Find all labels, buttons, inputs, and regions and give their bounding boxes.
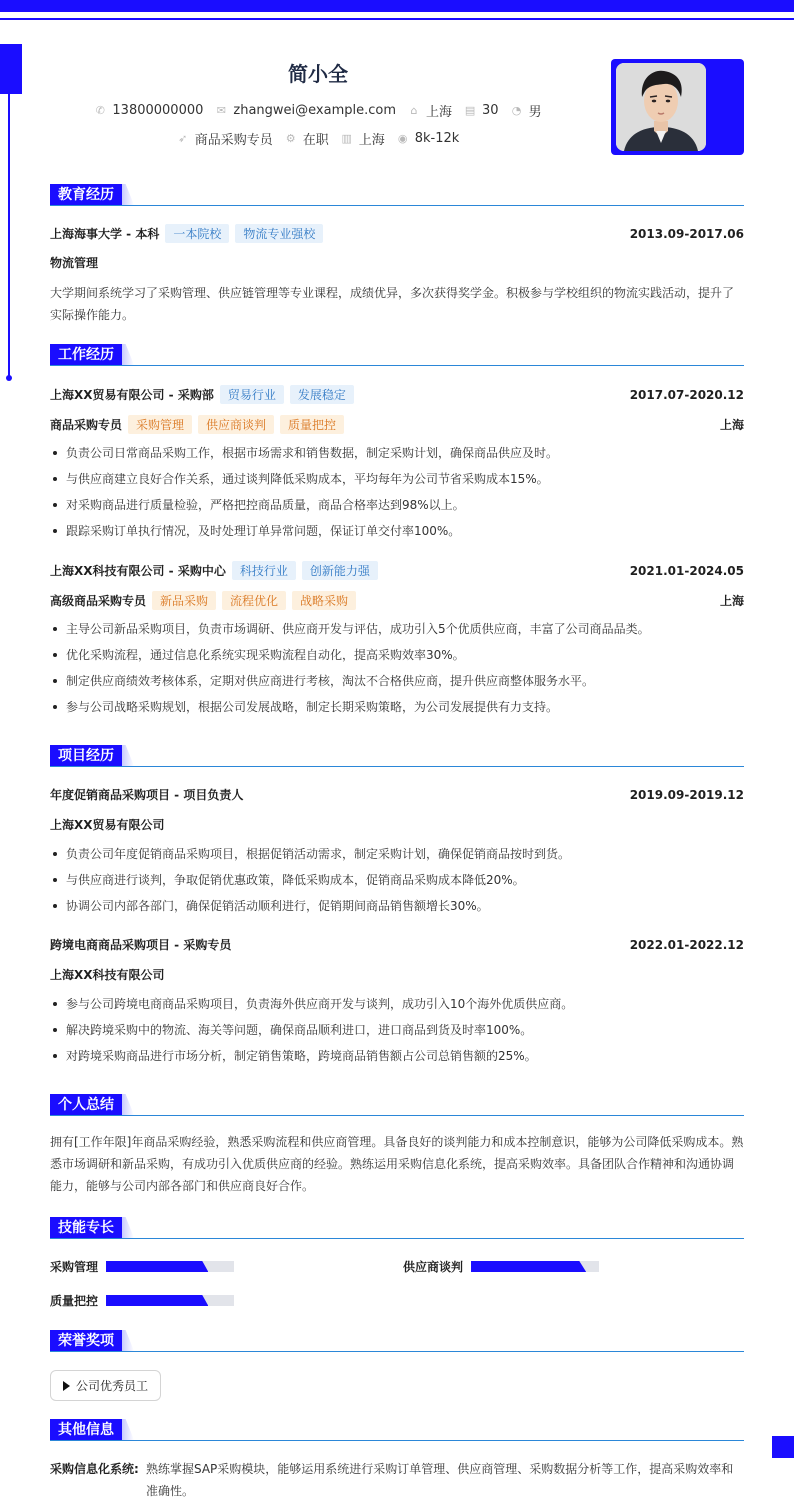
skill-bar-fill [471, 1261, 586, 1272]
job-intent-row [0, 129, 636, 148]
skills-section-header [50, 1217, 744, 1239]
project-date: 2019.09-2019.12 [629, 787, 744, 802]
status-value: 在职 [302, 133, 329, 148]
location-value: 上海 [426, 105, 453, 120]
mail-icon: ✉ [216, 104, 226, 117]
education-major-row [50, 254, 744, 271]
list-item: 负责公司日常商品采购工作，根据市场需求和销售数据，制定采购计划，确保商品供应及时。 [50, 440, 744, 466]
skill-item [403, 1258, 599, 1275]
skill-item [50, 1258, 234, 1275]
work-bullets [50, 616, 744, 720]
projects-section-header [50, 745, 744, 767]
work-city: 上海 [719, 594, 744, 608]
awards-section-header [50, 1330, 744, 1352]
age-value: 30 [482, 103, 499, 118]
list-item: 负责公司年度促销商品采购项目，根据促销活动需求，制定采购计划，确保促销商品按时到货。 [50, 841, 744, 867]
skill-item [50, 1292, 234, 1309]
candidate-name: 简小全 [288, 62, 348, 86]
section-divider [50, 1440, 744, 1441]
list-item: 优化采购流程，通过信息化系统实现采购流程自动化，提高采购效率30%。 [50, 642, 744, 668]
award-name: 公司优秀员工 [76, 1379, 149, 1393]
project-title: 年度促销商品采购项目 - 项目负责人 [50, 788, 244, 802]
work-entry-header [50, 561, 744, 580]
section-title-decoration [122, 1330, 134, 1351]
skill-bar [106, 1261, 234, 1272]
gender-value: 男 [528, 105, 542, 120]
photo-frame [611, 59, 744, 155]
list-item: 主导公司新品采购项目，负责市场调研、供应商开发与评估，成功引入5个优质供应商，丰富了公司商品品类。 [50, 616, 744, 642]
project-entry-header [50, 936, 744, 953]
skill-tag: 供应商谈判 [198, 415, 274, 434]
top-accent-bar [0, 0, 794, 12]
company-name: 上海XX科技有限公司 - 采购中心 [50, 564, 226, 578]
section-title-decoration [122, 1094, 134, 1115]
work-position-row [50, 415, 744, 434]
company-tag: 贸易行业 [220, 385, 284, 404]
company-tag: 创新能力强 [302, 561, 378, 580]
list-item: 解决跨境采购中的物流、海关等问题，确保商品顺利进口，进口商品到货及时率100%。 [50, 1017, 744, 1043]
top-accent-line [0, 18, 794, 20]
email-value: zhangwei@example.com [233, 103, 397, 118]
calendar-icon: ▤ [464, 104, 476, 117]
section-divider [50, 766, 744, 767]
education-section-title: 教育经历 [50, 184, 122, 206]
list-item: 制定供应商绩效考核体系，定期对供应商进行考核，淘汰不合格供应商，提升供应商整体服务水平。 [50, 668, 744, 694]
section-divider [50, 1351, 744, 1352]
skill-tag: 战略采购 [292, 591, 356, 610]
building-icon: ▥ [341, 132, 352, 145]
work-city: 上海 [719, 418, 744, 432]
skill-bar-fill [106, 1295, 208, 1306]
salary-value: 8k-12k [414, 131, 460, 146]
skills-section-title: 技能专长 [50, 1217, 122, 1239]
left-accent-dot [6, 375, 12, 381]
award-item[interactable] [50, 1370, 161, 1401]
section-title-decoration [122, 745, 134, 766]
section-title-decoration [122, 1419, 134, 1440]
other-info-label: 采购信息化系统: [50, 1462, 139, 1476]
skill-bar [471, 1261, 599, 1272]
home-icon: ⌂ [410, 104, 418, 117]
other-info-text: 熟练掌握SAP采购模块，能够运用系统进行采购订单管理、供应商管理、采购数据分析等工作，提高采购效率和准确性。 [146, 1462, 734, 1498]
awards-section-title: 荣誉奖项 [50, 1330, 122, 1352]
other-info-row [50, 1458, 744, 1502]
summary-section-header [50, 1094, 744, 1116]
target-city-info [341, 129, 385, 148]
work-entry-header [50, 385, 744, 404]
work-date: 2017.07-2020.12 [629, 387, 744, 402]
education-tag: 物流专业强校 [235, 224, 323, 243]
education-entry-header [50, 224, 744, 243]
phone-value: 13800000000 [112, 103, 204, 118]
education-tag: 一本院校 [165, 224, 229, 243]
gender-icon: ◔ [511, 104, 522, 117]
skill-tag: 质量把控 [280, 415, 344, 434]
skill-bar [106, 1295, 234, 1306]
work-section-header [50, 344, 744, 366]
education-description: 大学期间系统学习了采购管理、供应链管理等专业课程，成绩优异，多次获得奖学金。积极参与学校组织的物流实践活动，提升了实际操作能力。 [50, 286, 735, 322]
list-item: 对采购商品进行质量检验，严格把控商品质量，商品合格率达到98%以上。 [50, 492, 744, 518]
position-name: 高级商品采购专员 [50, 594, 147, 608]
gender-info [511, 101, 542, 120]
location-info [408, 101, 452, 120]
target-job-value: 商品采购专员 [194, 133, 273, 148]
major-name: 物流管理 [50, 256, 99, 270]
other-section-header [50, 1419, 744, 1441]
work-bullets [50, 440, 744, 544]
project-company: 上海XX科技有限公司 [50, 968, 165, 982]
project-company-row [50, 816, 744, 833]
list-item: 与供应商进行谈判，争取促销优惠政策，降低采购成本，促销商品采购成本降低20%。 [50, 867, 744, 893]
summary-section-title: 个人总结 [50, 1094, 122, 1116]
section-title-decoration [122, 1217, 134, 1238]
phone-icon: ✆ [95, 104, 106, 117]
send-icon: ➶ [178, 132, 188, 145]
section-divider [50, 205, 744, 206]
avatar [616, 63, 706, 151]
target-city-value: 上海 [358, 133, 385, 148]
salary-info [397, 131, 460, 146]
summary-text: 拥有[工作年限]年商品采购经验，熟悉采购流程和供应商管理。具备良好的谈判能力和成本控制意识，能够为公司降低采购成本。熟悉市场调研和新品采购，有成功引入优质供应商的经验。熟练运用采购信息化系统，提高采购效率。具备团队合作精神和沟通协调能力，能够与公司内部各部门和供应商良好合作。 [50, 1135, 744, 1193]
project-bullets [50, 991, 744, 1069]
section-divider [50, 365, 744, 366]
skill-name: 采购管理 [50, 1260, 99, 1274]
age-info [464, 103, 499, 118]
skill-tag: 采购管理 [128, 415, 192, 434]
company-name: 上海XX贸易有限公司 - 采购部 [50, 388, 214, 402]
list-item: 与供应商建立良好合作关系，通过谈判降低采购成本，平均每年为公司节省采购成本15%。 [50, 466, 744, 492]
coin-icon: ◉ [397, 132, 408, 145]
bottom-right-accent [772, 1436, 794, 1458]
list-item: 对跨境采购商品进行市场分析，制定销售策略，跨境商品销售额占公司总销售额的25%。 [50, 1043, 744, 1069]
section-divider [50, 1115, 744, 1116]
list-item: 跟踪采购订单执行情况，及时处理订单异常问题，保证订单交付率100%。 [50, 518, 744, 544]
company-tag: 科技行业 [232, 561, 296, 580]
work-section-title: 工作经历 [50, 344, 122, 366]
other-section-title: 其他信息 [50, 1419, 122, 1441]
phone-info [94, 103, 203, 118]
status-info [285, 129, 329, 148]
section-title-decoration [122, 344, 134, 365]
avatar-portrait [616, 63, 706, 151]
company-tag: 发展稳定 [290, 385, 354, 404]
skill-bar-fill [106, 1261, 208, 1272]
project-entry-header [50, 786, 744, 803]
education-date: 2013.09-2017.06 [629, 226, 744, 241]
project-company: 上海XX贸易有限公司 [50, 818, 165, 832]
skill-tag: 流程优化 [222, 591, 286, 610]
gear-icon: ⚙ [285, 132, 296, 145]
list-item: 协调公司内部各部门，确保促销活动顺利进行，促销期间商品销售额增长30%。 [50, 893, 744, 919]
education-section-header [50, 184, 744, 206]
position-name: 商品采购专员 [50, 418, 123, 432]
skill-tag: 新品采购 [152, 591, 216, 610]
project-bullets [50, 841, 744, 919]
work-position-row [50, 591, 744, 610]
section-divider [50, 1238, 744, 1239]
skill-name: 质量把控 [50, 1294, 99, 1308]
section-title-decoration [122, 184, 134, 205]
email-info [215, 103, 396, 118]
projects-section-title: 项目经历 [50, 745, 122, 767]
list-item: 参与公司跨境电商商品采购项目，负责海外供应商开发与谈判，成功引入10个海外优质供应商。 [50, 991, 744, 1017]
skill-name: 供应商谈判 [403, 1260, 464, 1274]
work-date: 2021.01-2024.05 [629, 563, 744, 578]
project-company-row [50, 966, 744, 983]
project-title: 跨境电商商品采购项目 - 采购专员 [50, 938, 232, 952]
target-job-info [177, 129, 273, 148]
contact-info-row [0, 101, 636, 120]
school-name: 上海海事大学 - 本科 [50, 227, 160, 241]
project-date: 2022.01-2022.12 [629, 937, 744, 952]
caret-right-icon [63, 1381, 70, 1391]
list-item: 参与公司战略采购规划，根据公司发展战略，制定长期采购策略，为公司发展提供有力支持。 [50, 694, 744, 720]
